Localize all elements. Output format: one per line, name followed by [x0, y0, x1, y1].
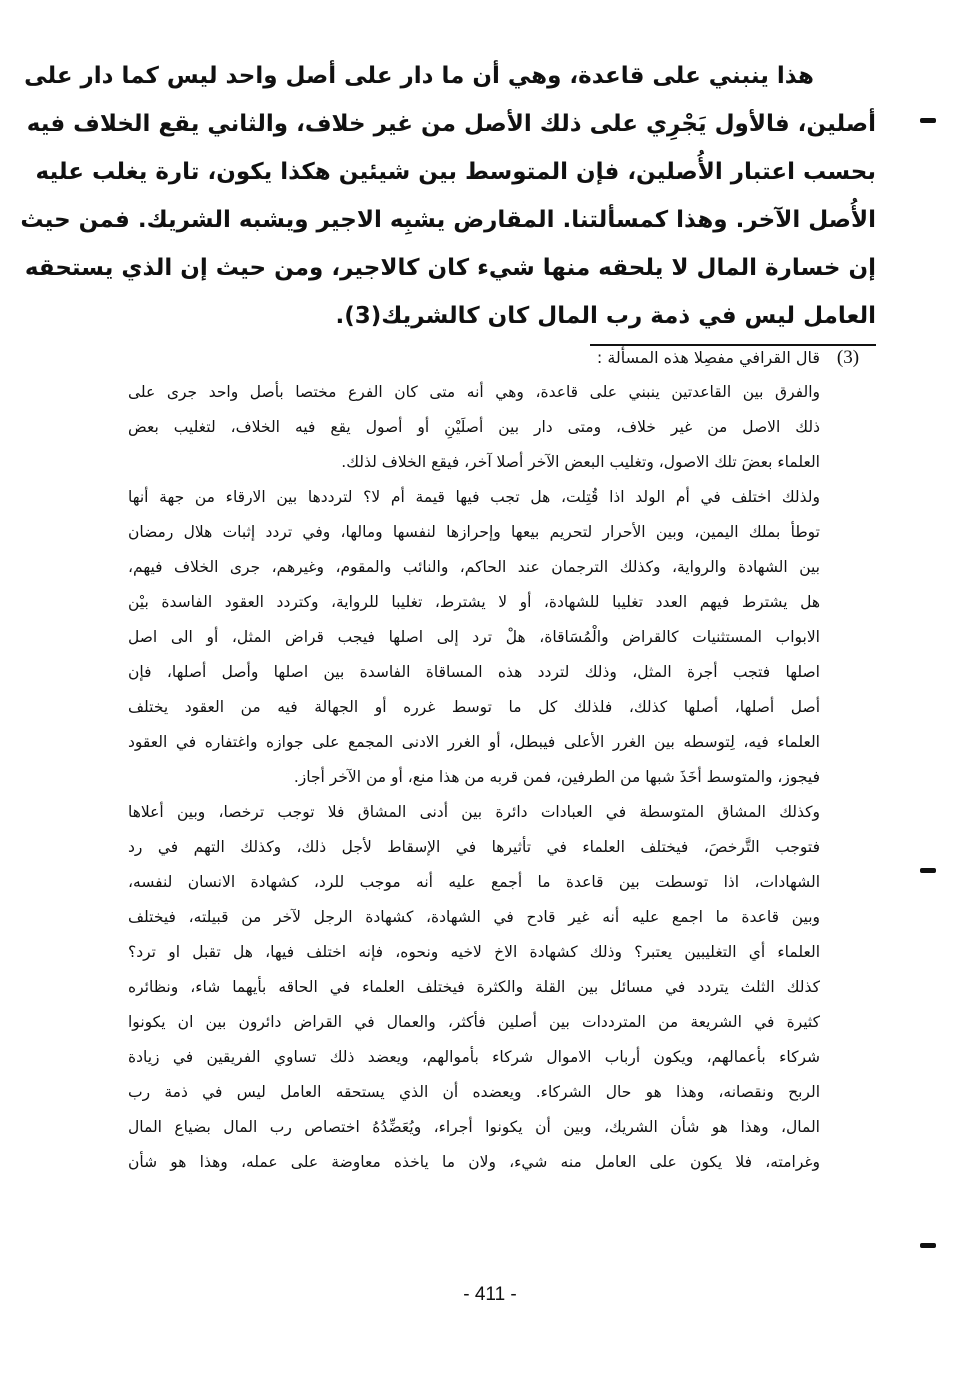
footnote-line: بين الشهادة والرواية، وكذلك الترجمان عند الحاكم، والنائب والمقوم، وغيرهم، جرى الخلاف فيهم، — [128, 558, 820, 576]
footnote-line: العلماء فيه، لِتوسطه بين الغرر الأعلى فيبطل، أو الغرر الادنى المجمع على جوازه واغتفاره في العقود — [128, 733, 820, 751]
main-text-line: إن خسارة المال لا يلحقه منها شيء كان كالاجير، ومن حيث إن الذي يستحقه — [24, 255, 876, 281]
footnote-heading: قال القرافي مفصِلا هذه المسألة : — [596, 348, 820, 367]
page-edge-mark — [920, 1243, 936, 1248]
footnote-line: اصلها فتجب أجرة المثل، وذلك لتردد هذه المساقاة الفاسدة بين اصلها وأصل أصلها، فإن — [128, 663, 820, 681]
footnote-line: المال، وهذا هو شأن الشريك، وبين أن يكونوا أجراء، ويُعَضِّدُهُ اختصاص رب المال بضياع المال — [128, 1118, 820, 1136]
main-text-line: العامل ليس في ذمة رب المال كان كالشريك(3). — [335, 303, 876, 329]
page-edge-mark — [920, 868, 936, 873]
footnote-line: ذلك الاصل من غير خلاف، ومتى دار بين أصلَيْنِ أو أصول يقع فيه الخلاف، لتغليب بعض — [128, 418, 820, 436]
page-number: - 411 - — [463, 1284, 517, 1305]
page-edge-mark — [920, 118, 936, 123]
footnote-line: الربح ونقصانه، وهذا هو حال الشركاء. ويعضده أن الذي يستحقه العامل ليس في ذمة رب — [128, 1083, 820, 1101]
footnote-line: وبين قاعدة ما اجمع عليه أنه غير قادح في الشهادة، كشهادة الرجل لآخر من قبيلته، فيختلف — [128, 908, 820, 926]
footnote-line: وغرامته، فلا يكون على العامل منه شيء، ولان ما ياخذه معاوضة على عمله، وهذا هو شأن — [128, 1153, 820, 1171]
main-text-line: بحسب اعتبار الأُصلين، فإن المتوسط بين شيئين هكذا يكون، تارة يغلب عليه — [35, 159, 876, 185]
main-text-line: أصلين، فالأول يَجْرِي على ذلك الأصل من غير خلاف، والثاني يقع الخلاف فيه — [26, 111, 876, 137]
footnote-line: ولذلك اختلف في أم الولد اذا قُتِلت، هل تجب فيها قيمة أم لا؟ لترددها بين الارقاء من جهة أنها — [128, 488, 820, 506]
footnote-line: شركاء بأعمالهم، ويكون أرباب الاموال شركاء بأموالهم، ويعضد ذلك تساوي الفريقين في زيادة — [128, 1048, 820, 1066]
footnote-line: توطأ بملك اليمين، وبين الأحرار لتحريم بيعها وإحرازها لنفسها ومالها، وفي تردد إثبات هلال رمضان — [128, 523, 820, 541]
footnote-line: العلماء بعضَ تلك الاصول، وتغليب البعض الآخر أصلا آخر، فيقع الخلاف لذلك. — [341, 453, 820, 471]
footnote-line: كذلك الثلث يتردد في مسائل بين القلة والكثرة فيختلف العلماء في الحاقه بأيهما شاء، ونظائره — [128, 978, 820, 996]
main-text-line: الأُصل الآخر. وهذا كمسألتنا. المقارض يشبِه الاجير ويشبه الشريك. فمن حيث — [20, 207, 876, 233]
footnote-line: كثيرة في الشريعة من المترددات بين أصلين فأكثر، والعمال في القراض دائرون بين ان يكونوا — [128, 1013, 820, 1031]
main-text — [20, 52, 876, 340]
footnote-line: فيجوز، والمتوسط أخَذَ شبها من الطرفين، فمن قربه من هذا منع، أو من الآخر أجاز. — [293, 768, 820, 786]
footnote — [128, 340, 876, 1180]
footnote-line: والفرق بين القاعدتين ينبني على قاعدة، وهي أنه متى كان الفرع مختصا بأصل واحد جرى على — [128, 383, 820, 401]
footnote-heading-row — [128, 340, 876, 375]
footnote-line: وكذلك المشاق المتوسطة في العبادات دائرة بين أدنى المشاق فلا توجب ترخصا، وبين أعلاها — [128, 803, 820, 821]
footnote-line: هل يشترط فيهم العدد تغليبا للشهادة، أو لا يشترط، تغليبا للرواية، وكتردد العقود الفاسدة بيْن — [128, 593, 820, 611]
footnote-line: فتوجب التَّرخصَ، فيختلف العلماء في تأثيرها في الإسقاط لأجل ذلك، وكذلك التهم في رد — [128, 838, 820, 856]
footnote-body — [128, 375, 820, 1180]
footnote-line: العلماء أي التغليبين يعتبر؟ وذلك كشهادة الاخ لاخيه ونحوه، فإنه اختلف فيها، هل تقبل او ترد؟ — [128, 943, 820, 961]
footnote-number: (3) — [836, 347, 860, 368]
footnote-line: الابواب المستثنيات كالقراض والْمُسَاقاة، هلْ ترد إلى اصلها فيجب قراض المثل، أو الى اصل — [128, 628, 820, 646]
main-text-line: هذا ينبني على قاعدة، وهي أن ما دار على أصل واحد ليس كما دار على — [24, 63, 814, 89]
footnote-line: أصل أصلها، أصلها كذلك، فلذلك كل ما توسط غرره أو الجهالة فيه من العقود يختلف — [128, 698, 820, 716]
footnote-line: الشهادات، اذا توسطت بين قاعدة ما أجمع عليه أنه موجب للرد، كشهادة الانسان لنفسه، — [128, 873, 820, 891]
